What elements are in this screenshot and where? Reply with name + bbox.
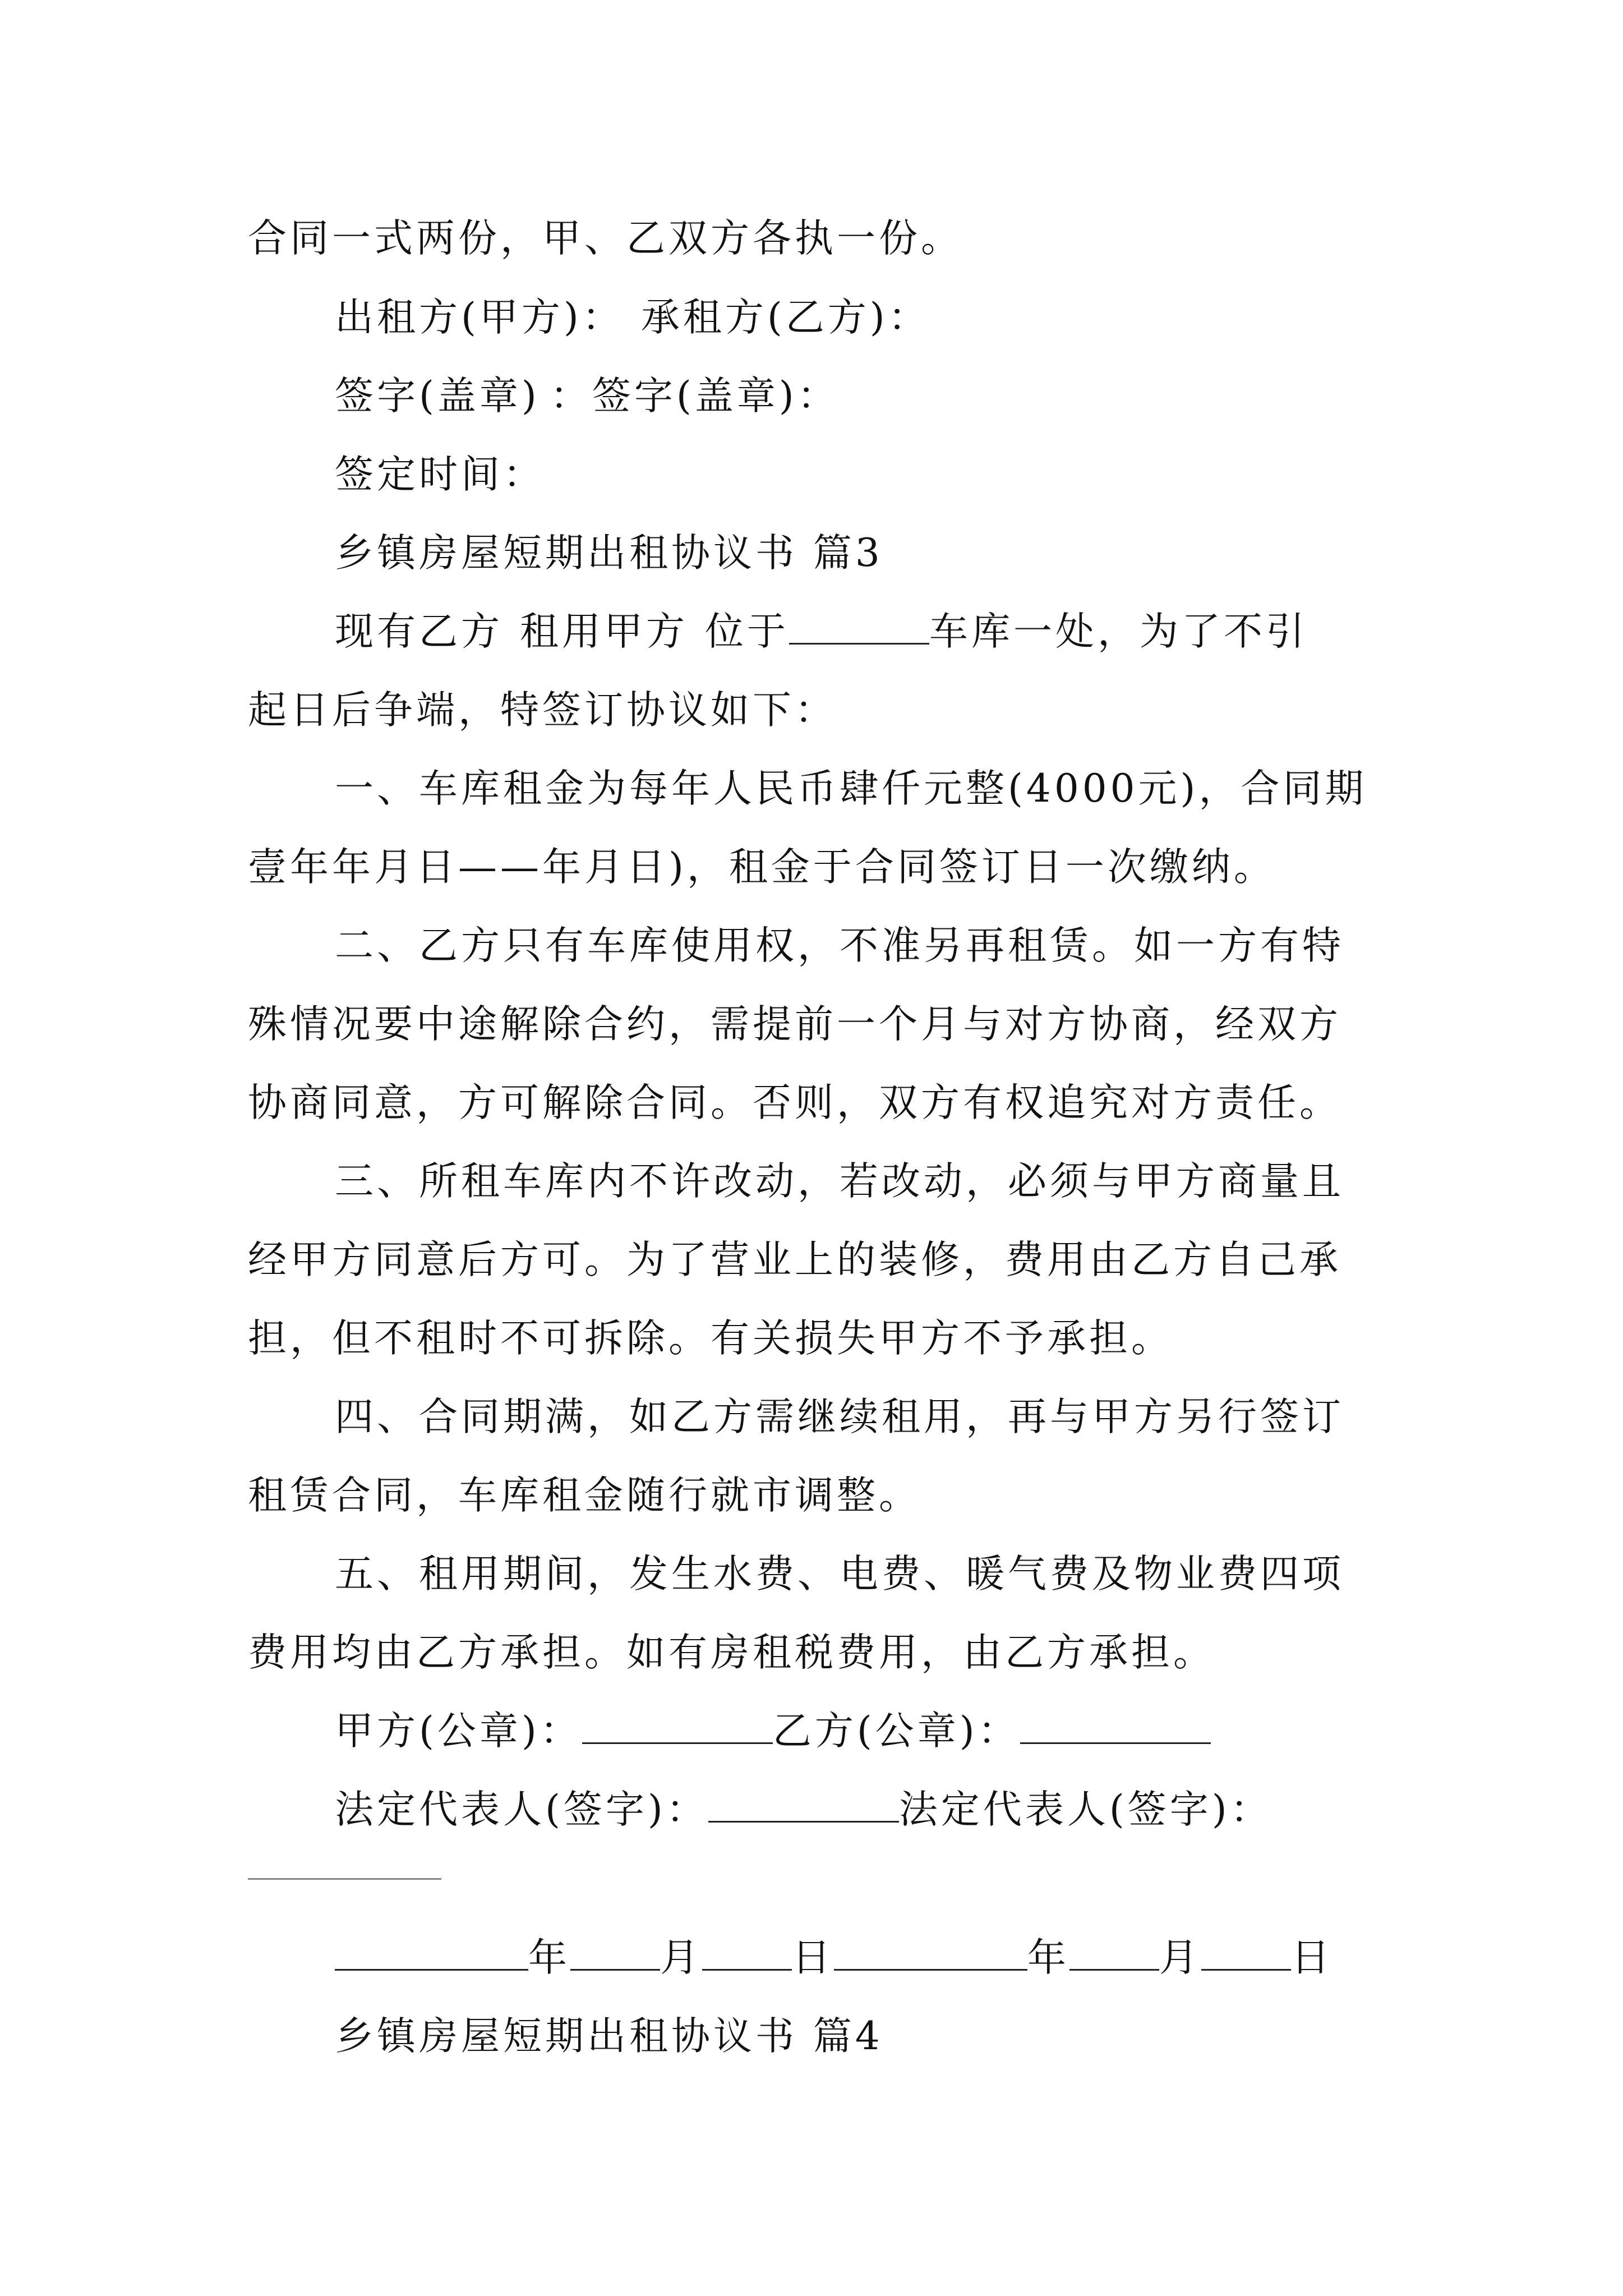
clause-2-line-3	[248, 1075, 1341, 1131]
text: 费用均由乙方承担。如有房租税费用，由乙方承担。	[248, 1630, 1215, 1675]
day-b-label: 日	[1291, 1935, 1333, 1980]
day-a-blank	[702, 1935, 792, 1971]
text: 五、租用期间，发生水费、电费、暖气费及物业费四项	[335, 1552, 1344, 1596]
text: 现有乙方	[335, 609, 503, 654]
section-heading-3	[335, 525, 883, 581]
clause-3-line-3	[248, 1310, 1173, 1366]
text: 协商同意，方可解除合同。否则，双方有权追究对方责任。	[248, 1080, 1341, 1125]
paragraph-intro-2	[248, 682, 837, 738]
signature-label-b: ：签字(盖章)：	[550, 374, 840, 418]
paragraph-parties	[335, 289, 930, 346]
clause-2-line-1	[335, 918, 1344, 974]
text: 合同一式两份，甲、乙双方各执一份。	[248, 216, 963, 261]
party-a-rep-blank	[708, 1787, 899, 1823]
party-a-seal-blank	[582, 1709, 773, 1744]
section-heading-4	[335, 2008, 883, 2064]
party-a-seal-label: 甲方(公章)：	[335, 1709, 582, 1754]
year-b-label: 年	[1027, 1935, 1069, 1980]
month-b-label: 月	[1159, 1935, 1201, 1980]
party-b-rep-label: 法定代表人(签字)：	[898, 1787, 1272, 1832]
text: 租用甲方	[520, 609, 688, 654]
text: 车库一处，为了不引	[929, 609, 1308, 654]
day-a-label: 日	[792, 1935, 834, 1980]
party-b-seal-label: 乙方(公章)：	[772, 1709, 1020, 1754]
paragraph-copies	[248, 210, 963, 266]
month-b-blank	[1069, 1935, 1159, 1971]
sign-date-label: 签定时间：	[335, 452, 545, 497]
party-a-rep-label: 法定代表人(签字)：	[335, 1787, 708, 1832]
heading-text: 乡镇房屋短期出租协议书 篇3	[335, 531, 883, 576]
paragraph-intro-1	[335, 604, 1308, 660]
signature-label-a: 签字(盖章)	[335, 374, 540, 418]
party-b-rep-blank	[248, 1878, 441, 1880]
text: 经甲方同意后方可。为了营业上的装修，费用由乙方自己承	[248, 1237, 1341, 1282]
clause-1-line-2	[248, 839, 1276, 895]
text: 起日后争端，特签订协议如下：	[248, 688, 837, 733]
text: 一、车库租金为每年人民币肆仟元整(4000元)，合同期	[335, 766, 1367, 811]
lessee-label: 承租方(乙方)：	[640, 295, 930, 340]
clause-3-line-2	[248, 1232, 1341, 1288]
month-a-blank	[570, 1935, 660, 1971]
seal-line	[335, 1703, 1211, 1759]
heading-text: 乡镇房屋短期出租协议书 篇4	[335, 2014, 883, 2059]
day-b-blank	[1201, 1935, 1291, 1971]
text: 殊情况要中途解除合约，需提前一个月与对方协商，经双方	[248, 1002, 1341, 1047]
text: 壹年年月日——年月日)，租金于合同签订日一次缴纳。	[248, 845, 1276, 890]
text: 二、乙方只有车库使用权，不准另再租赁。如一方有特	[335, 923, 1344, 968]
text: 三、所租车库内不许改动，若改动，必须与甲方商量且	[335, 1159, 1344, 1204]
clause-3-line-1	[335, 1153, 1344, 1209]
representative-line	[335, 1782, 1272, 1838]
text: 四、合同期满，如乙方需继续租用，再与甲方另行签订	[335, 1395, 1344, 1439]
month-a-label: 月	[660, 1935, 702, 1980]
year-a-blank	[335, 1935, 528, 1971]
paragraph-sign-date	[335, 447, 545, 503]
text: 位于	[705, 609, 789, 654]
text: 担，但不租时不可拆除。有关损失甲方不予承担。	[248, 1316, 1173, 1361]
clause-5-line-2	[248, 1625, 1215, 1681]
lessor-label: 出租方(甲方)：	[335, 295, 624, 340]
location-blank	[789, 609, 929, 645]
text: 租赁合同，车库租金随行就市调整。	[248, 1473, 921, 1518]
clause-5-line-1	[335, 1546, 1344, 1602]
clause-4-line-1	[335, 1389, 1344, 1445]
clause-4-line-2	[248, 1467, 921, 1524]
date-line	[335, 1930, 1333, 1986]
clause-1-line-1	[335, 761, 1367, 817]
party-b-seal-blank	[1020, 1709, 1211, 1744]
year-a-label: 年	[528, 1935, 570, 1980]
paragraph-signature	[335, 368, 840, 424]
clause-2-line-2	[248, 996, 1341, 1052]
year-b-blank	[834, 1935, 1027, 1971]
